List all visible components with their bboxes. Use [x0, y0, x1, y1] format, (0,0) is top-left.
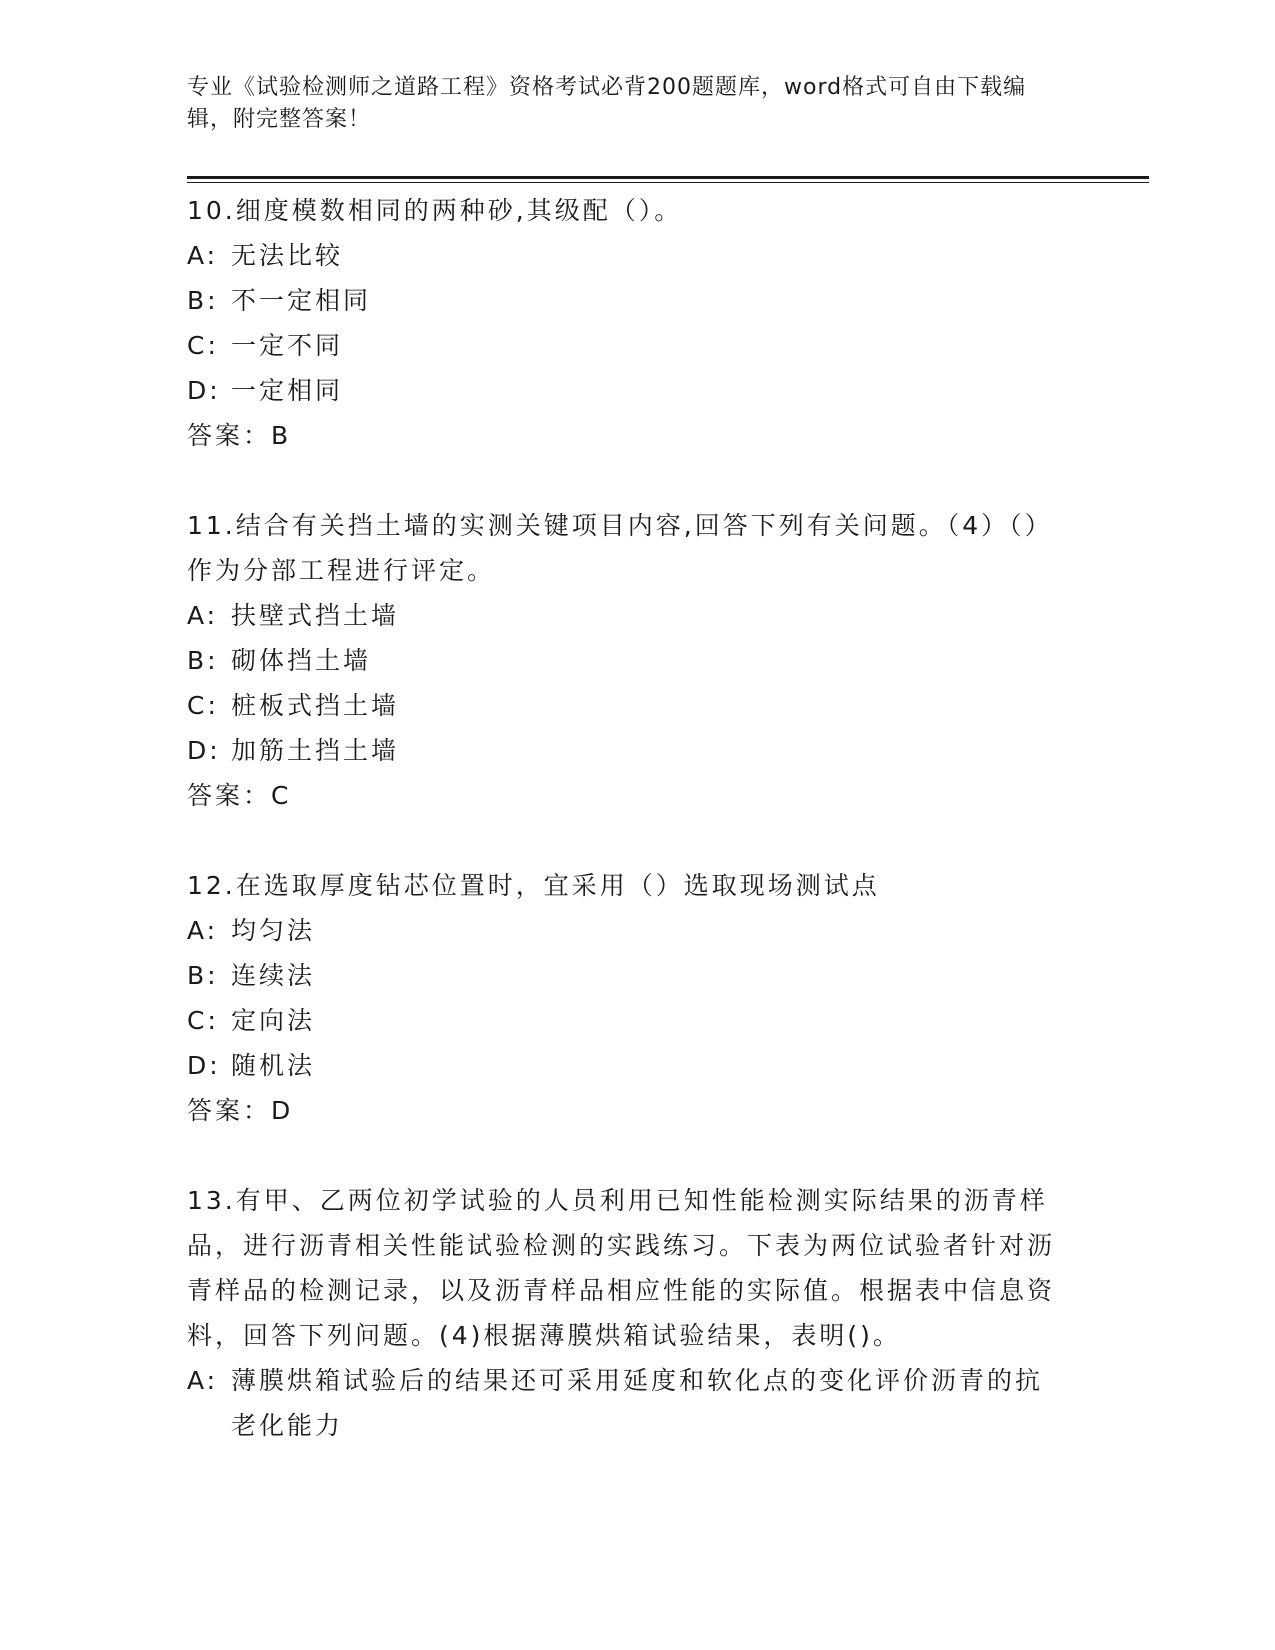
- option-a: [187, 1358, 1067, 1448]
- question-10: [187, 188, 1067, 458]
- option-letter: D:: [187, 1051, 221, 1080]
- question-13: [187, 1178, 1067, 1448]
- option-d: [187, 1043, 1067, 1088]
- option-letter: D:: [187, 376, 221, 405]
- answer-line: 答案：C: [187, 781, 292, 810]
- option-b: [187, 278, 1067, 323]
- option-letter: A:: [187, 916, 219, 945]
- option-b: [187, 953, 1067, 998]
- question-stem: 11.结合有关挡土墙的实测关键项目内容,回答下列有关问题。（4）（）作为分部工程进行评定。: [187, 511, 1053, 585]
- option-text: 砌体挡土墙: [231, 646, 372, 675]
- option-a: [187, 233, 1067, 278]
- option-a: [187, 908, 1067, 953]
- option-letter: A:: [187, 1366, 219, 1395]
- answer-line: 答案：D: [187, 1096, 294, 1125]
- question-11: [187, 503, 1067, 818]
- option-text: 无法比较: [231, 241, 344, 270]
- option-letter: A:: [187, 601, 219, 630]
- option-text: 不一定相同: [231, 286, 372, 315]
- option-letter: C:: [187, 1006, 219, 1035]
- option-letter: C:: [187, 331, 219, 360]
- option-text: 一定相同: [231, 376, 344, 405]
- option-letter: B:: [187, 961, 219, 990]
- document-header: 专业《试验检测师之道路工程》资格考试必背200题题库，word格式可自由下载编辑，附完整答案！: [187, 75, 1027, 132]
- question-stem: 12.在选取厚度钻芯位置时，宜采用（）选取现场测试点: [187, 871, 880, 900]
- question-list: [187, 188, 1067, 1493]
- option-c: [187, 323, 1067, 368]
- option-c: [187, 683, 1067, 728]
- option-text: 扶壁式挡土墙: [231, 601, 400, 630]
- question-12: [187, 863, 1067, 1133]
- option-letter: B:: [187, 286, 219, 315]
- option-text: 均匀法: [231, 916, 316, 945]
- option-letter: C:: [187, 691, 219, 720]
- header-divider-thin: [187, 182, 1149, 183]
- option-text: 薄膜烘箱试验后的结果还可采用延度和软化点的变化评价沥青的抗老化能力: [231, 1366, 1044, 1440]
- option-text: 连续法: [231, 961, 316, 990]
- option-letter: B:: [187, 646, 219, 675]
- option-letter: A:: [187, 241, 219, 270]
- option-letter: D:: [187, 736, 221, 765]
- option-text: 桩板式挡土墙: [231, 691, 400, 720]
- option-text: 定向法: [231, 1006, 316, 1035]
- option-text: 加筋土挡土墙: [231, 736, 400, 765]
- option-d: [187, 368, 1067, 413]
- question-stem: 10.细度模数相同的两种砂,其级配（）。: [187, 196, 683, 225]
- question-stem: 13.有甲、乙两位初学试验的人员利用已知性能检测实际结果的沥青样品，进行沥青相关性能试验检测的实践练习。下表为两位试验者针对沥青样品的检测记录，以及沥青样品相应性能的实际值。根据表中信息资料，回答下列问题。(4)根据薄膜烘箱试验结果，表明()。: [187, 1186, 1056, 1350]
- option-d: [187, 728, 1067, 773]
- option-text: 一定不同: [231, 331, 344, 360]
- option-c: [187, 998, 1067, 1043]
- option-a: [187, 593, 1067, 638]
- option-text: 随机法: [231, 1051, 316, 1080]
- option-b: [187, 638, 1067, 683]
- answer-line: 答案：B: [187, 421, 292, 450]
- header-divider-thick: [187, 176, 1149, 179]
